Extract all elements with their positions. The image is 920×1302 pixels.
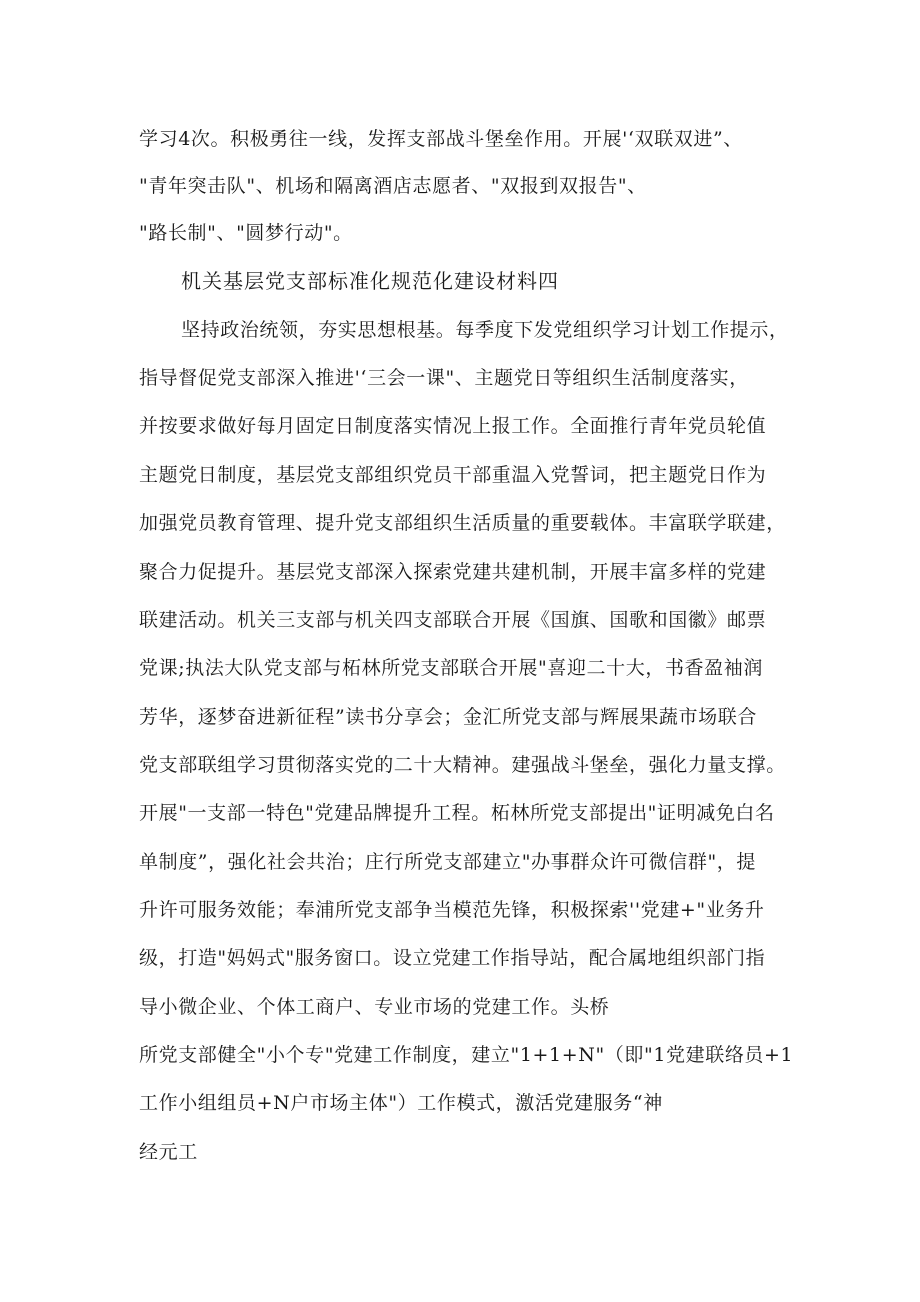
paragraph-line: 党课;执法大队党支部与柘林所党支部联合开展"喜迎二十大，书香盈袖润 xyxy=(139,657,763,679)
section-heading: 机关基层党支部标准化规范化建设材料四 xyxy=(181,269,559,293)
paragraph-line: 单制度”，强化社会共治；庄行所党支部建立"办事群众许可微信群"，提 xyxy=(139,851,756,873)
paragraph-line: 工作小组组员+N户市场主体"）工作模式，激活党建服务“神 xyxy=(139,1092,663,1114)
paragraph-line: 联建活动。机关三支部与机关四支部联合开展《国旗、国歌和国徽》邮票 xyxy=(139,609,767,631)
text-line: 学习4次。积极勇往一线，发挥支部战斗堡垒作用。开展'‘双联双进”、 xyxy=(139,128,743,150)
paragraph-line: 所党支部健全"小个专"党建工作制度，建立"1+1+N"（即"1党建联络员+1 xyxy=(139,1044,794,1066)
paragraph-line: 芳华，逐梦奋进新征程”读书分享会；金汇所党支部与辉展果蔬市场联合 xyxy=(139,706,757,728)
paragraph-line: 开展"一支部一特色"党建品牌提升工程。柘林所党支部提出"证明减免白名 xyxy=(139,802,775,824)
text-line: "青年突击队"、机场和隔离酒店志愿者、"双报到双报告"、 xyxy=(139,175,647,197)
paragraph-line: 指导督促党支部深入推进'‘三会一课"、主题党日等组织生活制度落实， xyxy=(139,367,749,389)
paragraph-line: 并按要求做好每月固定日制度落实情况上报工作。全面推行青年党员轮值 xyxy=(139,415,767,437)
paragraph-line: 主题党日制度，基层党支部组织党员干部重温入党誓词，把主题党日作为 xyxy=(139,464,767,486)
paragraph-line: 升许可服务效能；奉浦所党支部争当模范先锋，积极探索''党建+"业务升 xyxy=(139,899,765,921)
paragraph-line: 党支部联组学习贯彻落实党的二十大精神。建强战斗堡垒，强化力量支撑。 xyxy=(139,754,786,776)
paragraph-line: 加强党员教育管理、提升党支部组织生活质量的重要载体。丰富联学联建， xyxy=(139,512,786,534)
paragraph-line: 聚合力促提升。基层党支部深入探索党建共建机制，开展丰富多样的党建 xyxy=(139,561,767,583)
paragraph-line: 坚持政治统领，夯实思想根基。每季度下发党组织学习计划工作提示， xyxy=(181,319,789,341)
text-line: "路长制"、"圆梦行动"。 xyxy=(139,222,353,244)
paragraph-line: 经元工 xyxy=(139,1141,198,1163)
paragraph-line: 导小微企业、个体工商户、专业市场的党建工作。头桥 xyxy=(139,996,610,1018)
paragraph-line: 级，打造"妈妈式"服务窗口。设立党建工作指导站，配合属地组织部门指 xyxy=(139,947,766,969)
